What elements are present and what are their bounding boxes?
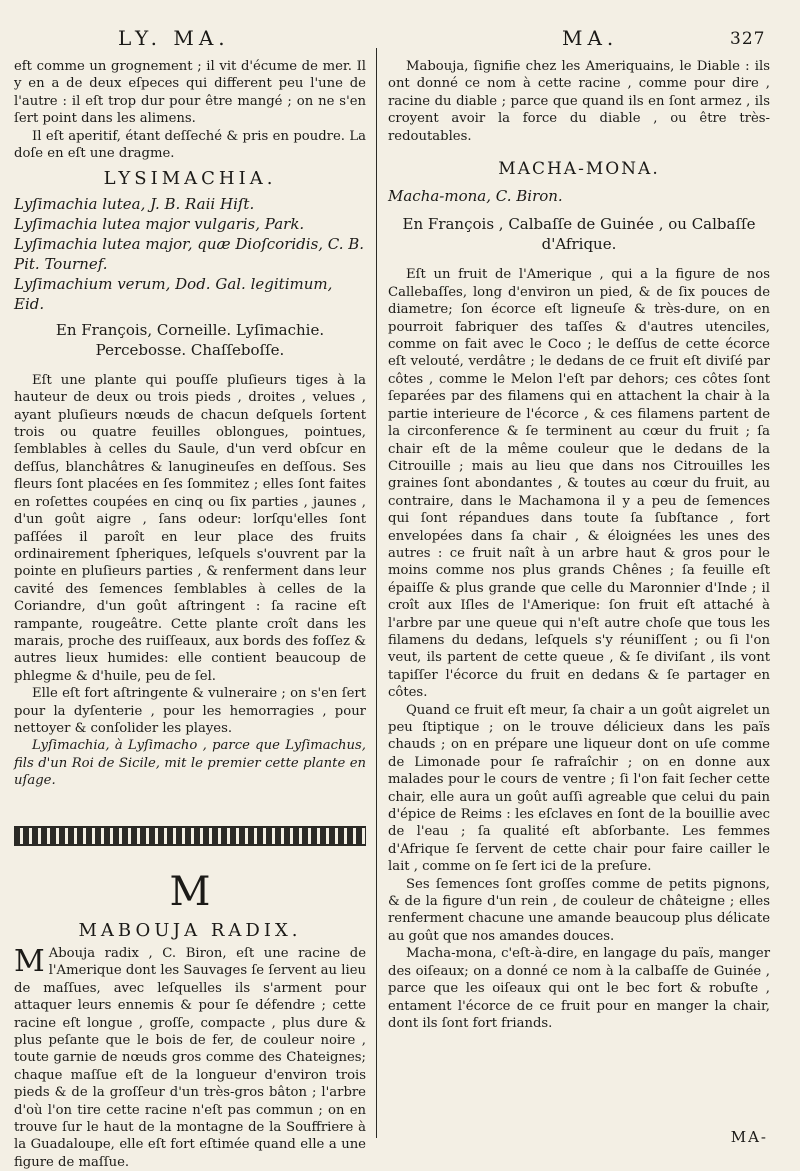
paragraph: Quand ce fruit eſt meur, ſa chair a un goût aigrelet un peu ſtiptique ; on le trouve délicieux dans les païs chauds ; on en prépare une liqueur dont on uſe comme de Limonade pour ſe rafraîchir ; on en donne aux malades pour le cours de ventre ; ſi l'on fait ſecher cette chair, elle aura un goût auſſi agreable que celui du pain d'épice de Reims : les eſclaves en ſont de la bouillie avec de l'eau ; ſa qualité eſt abſorbante. Les femmes d'Afrique ſe ſervent de cette chair pour faire cailler le lait , comme on ſe ſert ici de la preſure. bbox=[388, 702, 770, 875]
paragraph: Elle eſt fort aſtringente & vulneraire ; on s'en ſert pour la dyſenterie , pour les hemorragies , pour nettoyer & conſolider les playes. bbox=[14, 686, 366, 736]
paragraph: Ses ſemences ſont groſſes comme de petits pignons, & de la figure d'un rein , de couleur de châteigne ; elles renferment chacune une amande beaucoup plus délicate au goût que nos amandes douces. bbox=[388, 876, 770, 944]
paragraph: Eſt une plante qui pouſſe pluſieurs tiges à la hauteur de deux ou trois pieds , droites , velues , ayant pluſieurs nœuds de chacun deſquels ſortent trois ou quatre feuilles oblongues, pointues, ſemblables à celles du Saule, d'un verd obſcur en deſſus, blanchâtres & lanugineuſes en deſſous. Ses fleurs ſont placées en ſes ſommitez ; elles ſont faites en roſettes coupées en cinq ou ſix parties , jaunes , d'un goût aigre , ſans odeur: lorſqu'elles ſont paſſées il paroît en leur place des fruits ordinairement ſpheriques, leſquels s'ouvrent par la pointe en pluſieurs parties , & renferment dans leur cavité des ſemences ſemblables à celles de la Coriandre, d'un goût aſtringent : ſa racine eſt rampante, rougeâtre. Cette plante croît dans les marais, proche des ruiſſeaux, aux bords des foſſez & autres lieux humides: elle contient beaucoup de phlegme & d'huile, peu de ſel. bbox=[14, 372, 366, 684]
paragraph: Macha-mona, c'eſt-à-dire, en langage du païs, manger des oiſeaux; on a donné ce nom à la calbaſſe de Guinée , parce que les oiſeaux qui ont le bec fort & robuſte , entament l'écorce de ce fruit pour en manger la chair, dont ils ſont fort friands. bbox=[388, 946, 770, 1031]
entry-title-mabouja: MABOUJA RADIX. bbox=[78, 919, 302, 941]
synonym bbox=[388, 186, 770, 206]
ornament-divider bbox=[14, 826, 366, 846]
synonym-text: Lyſimachia lutea major, quæ Dioſcoridis, C. B. Pit. Tournef. bbox=[14, 234, 365, 273]
page-number: 327 bbox=[730, 29, 766, 49]
french-names: En François, Corneille. Lyſimachie. Percebosse. Chaſſeboſſe. bbox=[55, 320, 325, 359]
synonym bbox=[14, 194, 366, 214]
synonym-text: Lyſimachia lutea, J. B. Raii Hiſt. bbox=[14, 194, 255, 213]
entry-title-macha-mona: MACHA-MONA. bbox=[498, 159, 660, 180]
paragraph: eft comme un grognement ; il vit d'écume de mer. Il y en a de deux eſpeces qui different peu l'une de l'autre : il eſt trop dur pour être mangé ; on ne s'en ſert point dans les alimens. bbox=[14, 59, 366, 127]
paragraph: Il eſt aperitif, étant deſſeché & pris en poudre. La doſe en eſt une dragme. bbox=[14, 128, 366, 162]
synonym-text: Lyſimachia lutea major vulgaris, Park. bbox=[14, 214, 305, 233]
header-left: LY. MA. bbox=[118, 26, 230, 50]
french-names: En François , Calbaſſe de Guinée , ou Calbaſſe d'Afrique. bbox=[402, 215, 756, 254]
paragraph-text: Abouja radix , C. Biron, eſt une racine de l'Amerique dont les Sauvages ſe ſervent au lieu de maſſues, avec leſquelles ils s'arment pour attaquer leurs ennemis & pour ſe défendre ; cette racine eſt longue , groſſe, compacte , plus dure & plus peſante que le bois de fer, de couleur noire , toute garnie de nœuds gros comme des Chateignes; chaque maſſue eſt de la longueur d'environ trois pieds & de la groſſeur d'un très-gros bâton ; l'arbre d'où l'on tire cette racine n'eſt pas commun ; on en trouve ſur le haut de la montagne de la Souffriere à la Guadaloupe, elle eſt fort eſtimée quand elle a une figure de maſſue. bbox=[14, 946, 366, 1170]
paragraph: Eſt un fruit de l'Amerique , qui a la figure de nos Callebaſſes, long d'environ un pied, & de ſix pouces de diametre; ſon écorce eſt ligneuſe & très-dure, on en pourroit fabriquer des taſſes & d'autres utenciles, comme on fait avec le Coco ; le deſſus de cette écorce eſt velouté, verdâtre ; le dedans de ce fruit eſt diviſé par côtes , comme le Melon l'eſt par dehors; ces côtes ſont ſeparées par des filamens qui en attachent la chair à la partie interieure de l'écorce , & ces filamens partent de la circonference & ſe terminent au cœur du fruit ; ſa chair eſt de la même couleur que le dedans de la Citrouille ; mais au lieu que dans nos Citrouilles les graines ſont abondantes , & toutes au cœur du fruit, au contraire, dans le Machamona il y a peu de ſemences qui ſont répandues dans toute ſa ſubſtance , fort envelopées dans ſa chair , & éloignées les unes des autres : ce fruit naît à un arbre haut & gros pour le moins comme nos plus grands Chênes ; ſa feuille eſt épaiſſe & plus grande que celle du Maronnier d'Inde ; il croît aux Iſles de l'Amerique: ſon fruit eſt attaché à l'arbre par une queue qui n'eſt autre choſe que tous les filamens du dedans, leſquels s'y réuniſſent ; ou ſi l'on veut, ils partent de cette queue , & ſe diviſant , ils vont tapiſſer l'écorce du fruit en dedans & ſe partager en côtes. bbox=[388, 267, 770, 701]
left-column bbox=[14, 58, 366, 1171]
synonym bbox=[14, 234, 366, 274]
catchword: MA- bbox=[730, 1128, 768, 1146]
etymology: Lyſimachia, à Lyſimacho , parce que Lyſimachus, fils d'un Roi de Sicile, mit le premier cette plante en uſage. bbox=[14, 738, 366, 789]
paragraph bbox=[14, 737, 366, 789]
header-right: MA. bbox=[562, 26, 619, 50]
paragraph: Mabouja, ſignifie chez les Ameriquains, le Diable : ils ont donné ce nom à cette racine , comme pour dire , racine du diable ; parce que quand ils en ſont armez , ils croyent avoir la force du diable , ou être très-redoutables. bbox=[388, 59, 770, 144]
synonym bbox=[14, 274, 366, 314]
synonym-text: Macha-mona, C. Biron. bbox=[388, 187, 563, 206]
column-divider bbox=[376, 48, 377, 1138]
drop-cap: M bbox=[14, 944, 45, 979]
section-letter: M bbox=[169, 868, 211, 915]
synonym bbox=[14, 214, 366, 234]
running-header bbox=[0, 26, 800, 56]
synonym-text: Lyſimachium verum, Dod. Gal. legitimum, Eid. bbox=[14, 274, 333, 313]
paragraph bbox=[14, 945, 366, 1171]
right-column bbox=[388, 58, 770, 1032]
entry-title-lysimachia: LYSIMACHIA. bbox=[103, 168, 277, 190]
